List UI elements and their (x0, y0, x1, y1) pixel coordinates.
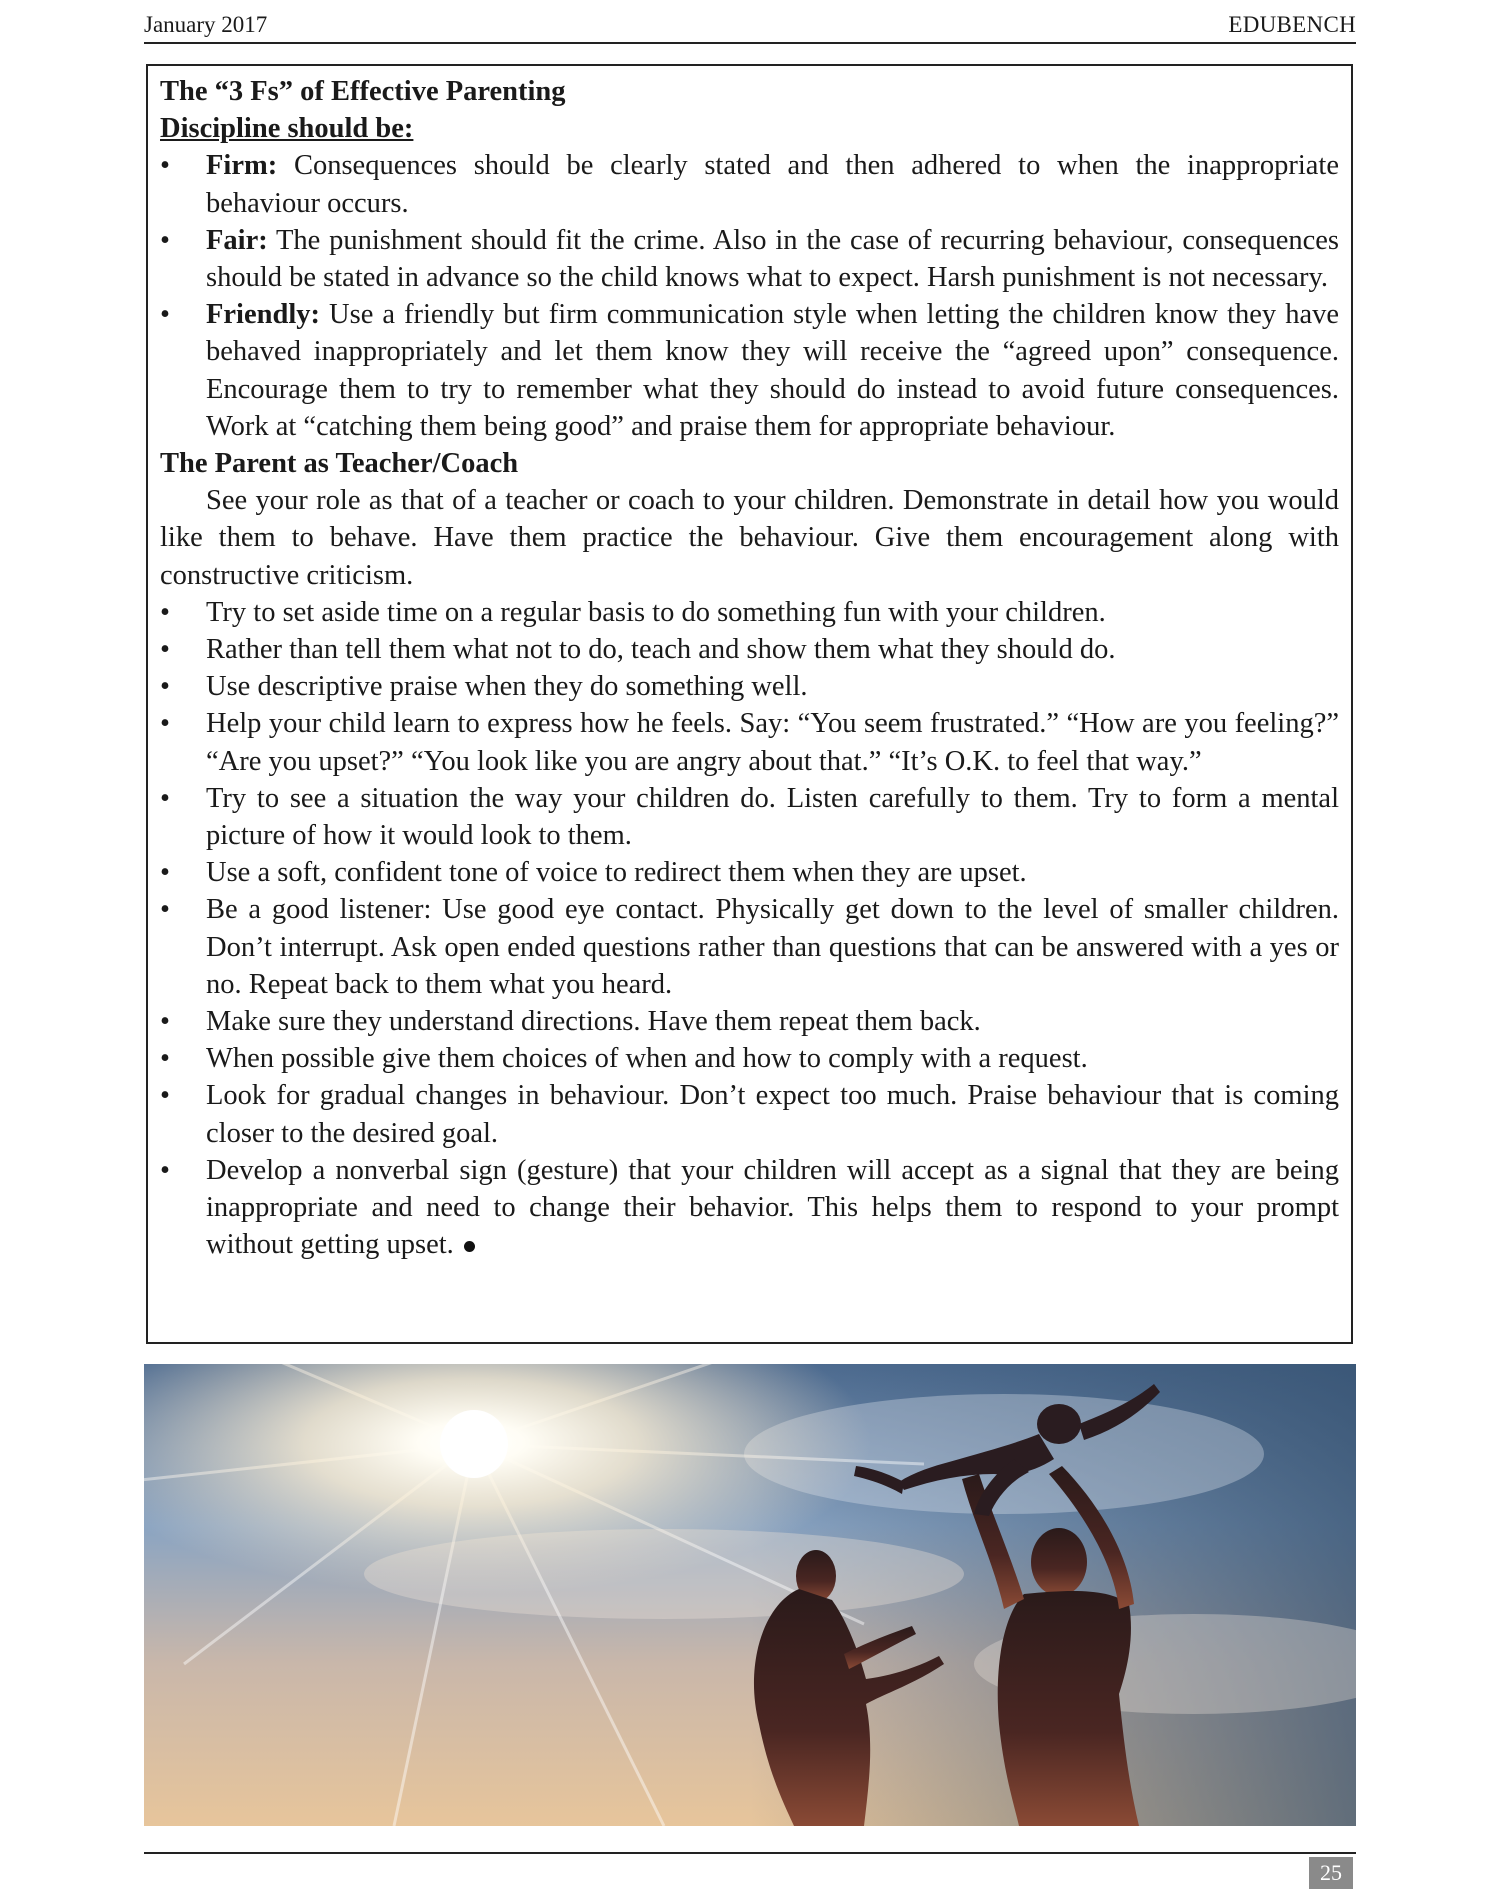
article-title: The “3 Fs” of Effective Parenting (160, 76, 566, 107)
list-item: • Try to set aside time on a regular basis to do something fun with your children. (160, 594, 1339, 631)
publication-name: EDUBENCH (1228, 12, 1356, 37)
list-item (160, 222, 1339, 296)
list-item (160, 296, 1339, 445)
list-item (160, 147, 1339, 221)
list-item: • Rather than tell them what not to do, teach and show them what they should do. (160, 631, 1339, 668)
tips-list (160, 594, 1339, 1264)
section-heading: The Parent as Teacher/Coach (160, 448, 519, 480)
list-item: • Help your child learn to express how he feels. Say: “You seem frustrated.” “How are you feeling?” “Are you upset?” “You look like you are angry about that.” “It’s O.K. to feel that way.” (160, 705, 1339, 779)
list-item: • Look for gradual changes in behaviour. Don’t expect too much. Praise behaviour that is coming closer to the desired goal. (160, 1077, 1339, 1151)
list-item (160, 1152, 1339, 1264)
list-item: • Use descriptive praise when they do something well. (160, 668, 1339, 705)
term-firm: Firm: (206, 150, 278, 182)
list-item: • Be a good listener: Use good eye contact. Physically get down to the level of smaller children. Don’t interrupt. Ask open ended questions rather than questions that can be answered with a yes or no. Repeat back to them what you heard. (160, 891, 1339, 1003)
last-tip-text: Develop a nonverbal sign (gesture) that your children will accept as a signal that they are being inappropriate and need to change their behavior. This helps them to respond to your prompt without getting upset. (206, 1154, 1339, 1261)
term-fair-text: The punishment should fit the crime. Also in the case of recurring behaviour, consequences should be stated in advance so the child knows what to expect. Harsh punishment is not necessary. (206, 224, 1339, 294)
term-friendly: Friendly: (206, 299, 320, 331)
three-fs-list (160, 147, 1339, 445)
footer-rule (144, 1852, 1356, 1854)
article-box (146, 64, 1353, 1344)
term-firm-text: Consequences should be clearly stated and then adhered to when the inappropriate behaviour occurs. (206, 150, 1339, 219)
page-number: 25 (1309, 1857, 1353, 1889)
term-fair: Fair: (206, 224, 268, 256)
list-item: • Try to see a situation the way your children do. Listen carefully to them. Try to form a mental picture of how it would look to them. (160, 780, 1339, 854)
section-intro: See your role as that of a teacher or coach to your children. Demonstrate in detail how you would like them to behave. Have them practice the behaviour. Give them encouragement along with constructive criticism. (160, 485, 1339, 591)
issue-date: January 2017 (144, 12, 268, 37)
family-silhouette-photo (144, 1364, 1356, 1826)
page-header (144, 8, 1356, 44)
end-mark (464, 1241, 475, 1252)
term-friendly-text: Use a friendly but firm communication style when letting the children know they have behaved inappropriately and let them know they will receive the “agreed upon” consequence. Encourage them to try to remember what they should do instead to avoid future consequences. Work at “catching them being good” and praise them for appropriate behaviour. (206, 299, 1339, 442)
list-item: • Make sure they understand directions. Have them repeat them back. (160, 1003, 1339, 1040)
article-subtitle: Discipline should be: (160, 113, 414, 145)
list-item: • Use a soft, confident tone of voice to redirect them when they are upset. (160, 854, 1339, 891)
list-item: • When possible give them choices of when and how to comply with a request. (160, 1040, 1339, 1077)
